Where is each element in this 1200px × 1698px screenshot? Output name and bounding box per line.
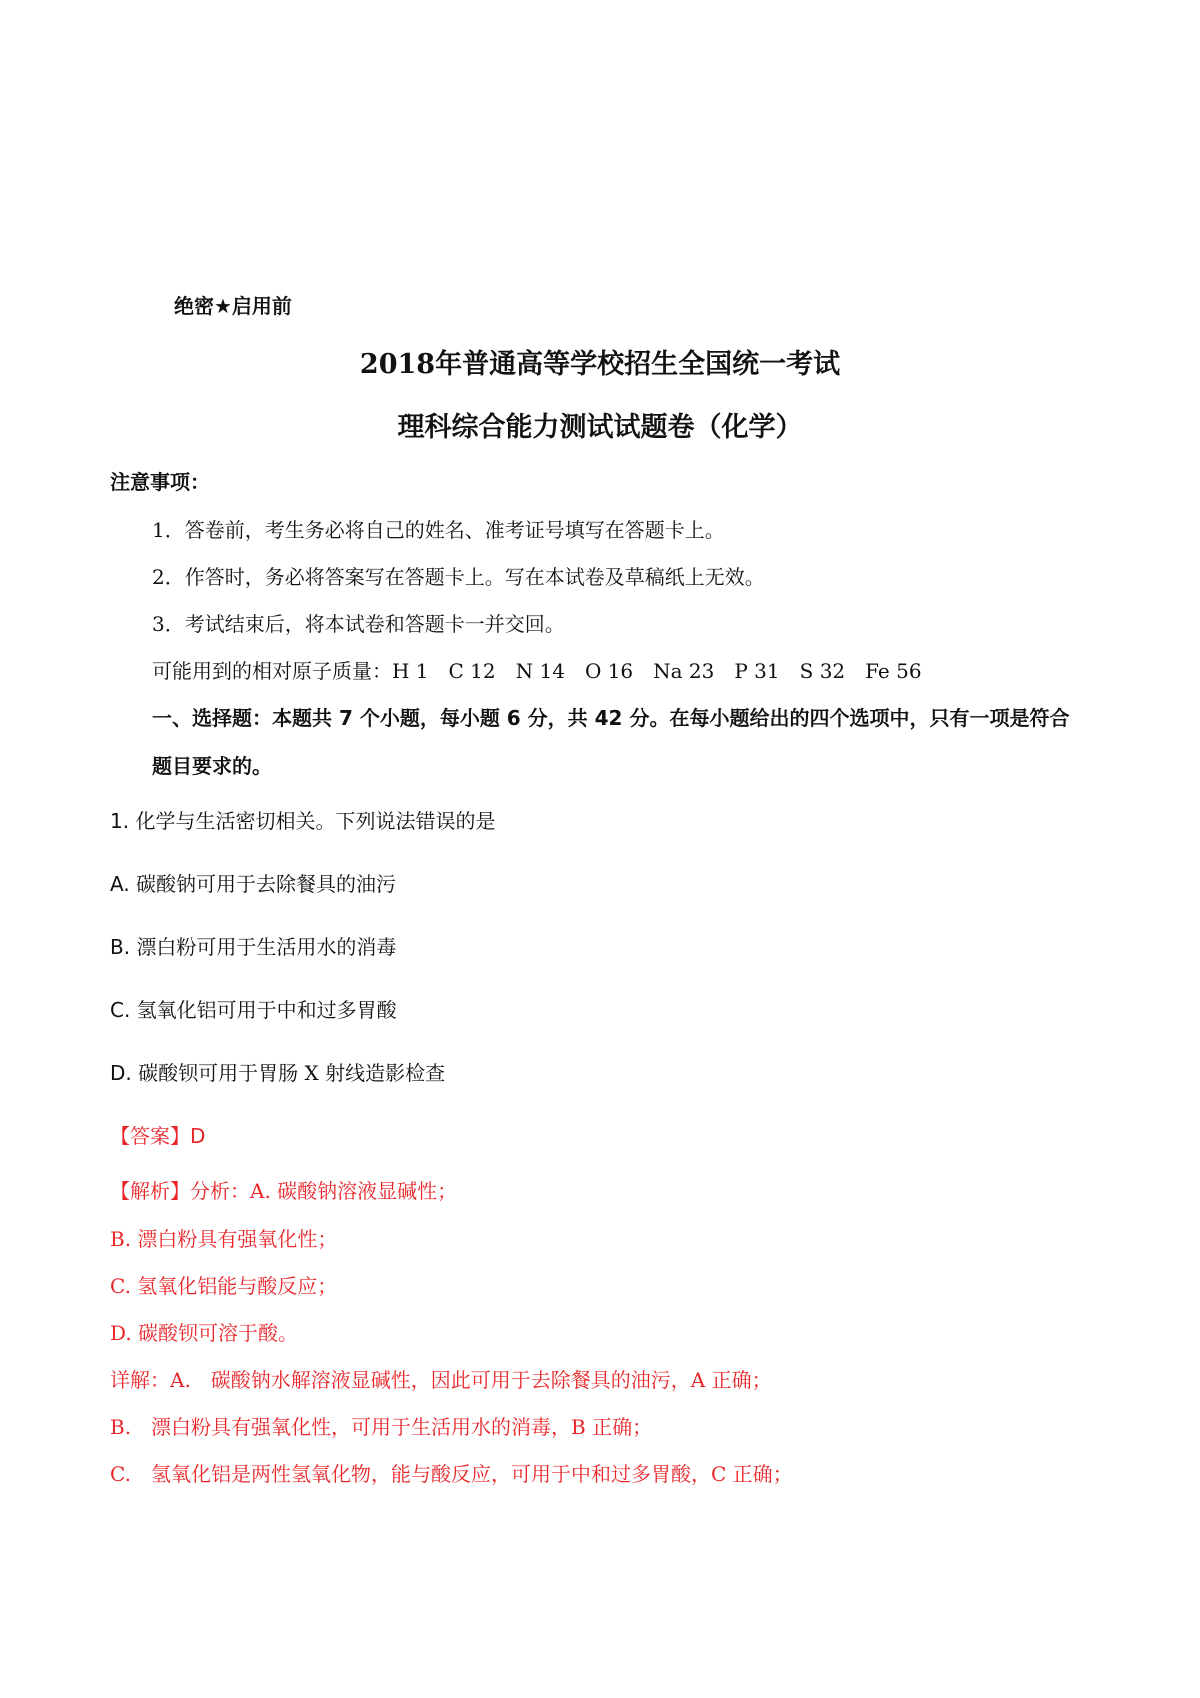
secret-label: 绝密★启用前: [174, 294, 292, 318]
option-label: A.: [110, 872, 130, 896]
option-b: [110, 937, 396, 957]
explanation-line: B. 漂白粉具有强氧化性，可用于生活用水的消毒，B 正确；: [110, 1415, 653, 1439]
option-label: C.: [110, 998, 131, 1022]
explanation-line: C. 氢氧化铝能与酸反应；: [110, 1274, 338, 1298]
explanation-line: 【解析】分析：A. 碳酸钠溶液显碱性；: [110, 1179, 458, 1203]
option-d: [110, 1063, 445, 1083]
notice-item: 1．答卷前，考生务必将自己的姓名、准考证号填写在答题卡上。: [152, 518, 725, 542]
answer-line: [110, 1126, 205, 1146]
explanation-line: B. 漂白粉具有强氧化性；: [110, 1227, 338, 1251]
notice-heading: 注意事项：: [110, 470, 210, 494]
option-label: B.: [110, 935, 131, 959]
explanation-line: 详解：A. 碳酸钠水解溶液显碱性，因此可用于去除餐具的油污，A 正确；: [110, 1368, 772, 1392]
explanation-line: C. 氢氧化铝是两性氢氧化物，能与酸反应，可用于中和过多胃酸，C 正确；: [110, 1462, 793, 1486]
section-heading-continued: 题目要求的。: [152, 754, 272, 778]
option-c: [110, 1000, 397, 1020]
atomic-masses: 可能用到的相对原子质量：H 1 C 12 N 14 O 16 Na 23 P 31 S 32 Fe 56: [152, 659, 922, 683]
option-a: [110, 874, 396, 894]
notice-item: 3．考试结束后，将本试卷和答题卡一并交回。: [152, 612, 565, 636]
section-heading: 一、选择题：本题共 7 个小题，每小题 6 分，共 42 分。在每小题给出的四个选项中，只有一项是符合: [152, 706, 1070, 730]
answer-label: 【答案】: [110, 1124, 190, 1148]
explanation-line: D. 碳酸钡可溶于酸。: [110, 1321, 299, 1345]
question-text: 化学与生活密切相关。下列说法错误的是: [135, 809, 496, 833]
option-label: D.: [110, 1061, 132, 1085]
question-stem: [110, 811, 495, 831]
exam-subtitle: 理科综合能力测试试题卷（化学）: [397, 412, 803, 443]
notice-item: 2．作答时，务必将答案写在答题卡上。写在本试卷及草稿纸上无效。: [152, 565, 765, 589]
option-text: 碳酸钠可用于去除餐具的油污: [136, 872, 397, 896]
answer-value: D: [190, 1124, 206, 1148]
exam-title: 2018年普通高等学校招生全国统一考试: [359, 349, 841, 380]
option-text: 氢氧化铝可用于中和过多胃酸: [136, 998, 397, 1022]
option-text: 漂白粉可用于生活用水的消毒: [136, 935, 397, 959]
question-number: 1.: [110, 809, 130, 833]
option-text: 碳酸钡可用于胃肠 X 射线造影检查: [138, 1061, 446, 1085]
